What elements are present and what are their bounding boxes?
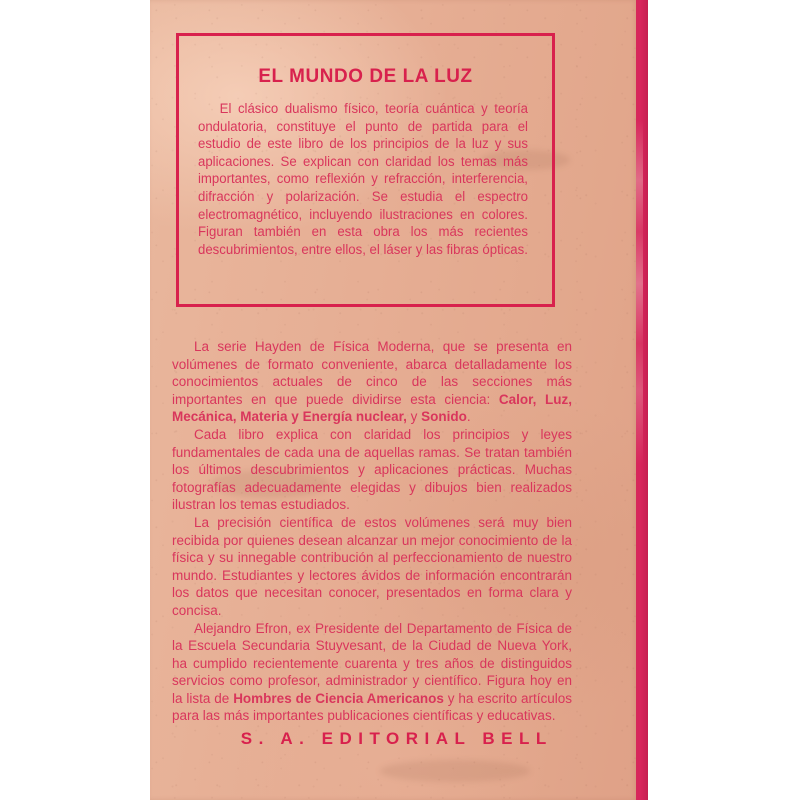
paragraph-1-bold-sonido: Sonido bbox=[421, 409, 467, 425]
paragraph-1-tail: . bbox=[466, 409, 471, 425]
blurb-paragraph: El clásico dualismo físico, teoría cuántica y teoría ondulatoria, constituye el punto de partida para el estudio de este libro de los principios de la luz y sus aplicaciones. Se explican con claridad los temas más importantes, como reflexión y refracción, interferencia, difracción y polarización. Se estudia el espectro electromagnético, incluyendo ilustraciones en colores. Figuran también en esta obra los más recientes descubrimientos, entre ellos, el láser y las fibras ópticas. bbox=[198, 101, 528, 257]
body-paragraph-3: La precisión científica de estos volúmenes será muy bien recibida por quienes desean alcanzar un mejor conocimiento de la física y su innegable contribución al perfeccionamiento de nuestro mundo. Estudiantes y lectores ávidos de información encontrarán los datos que necesitan conocer, presentados en forma clara y concisa. bbox=[172, 514, 572, 618]
body-paragraph-2: Cada libro explica con claridad los principios y leyes fundamentales de cada una de aquellas ramas. Se tratan también los últimos descubrimientos y aplicaciones prácticas. Muchas fotografías adecuadamente elegidas y dibujos bien realizados ilustran los temas estudiados. bbox=[172, 426, 572, 513]
paragraph-1-conjunction: y bbox=[406, 409, 422, 425]
book-cover bbox=[150, 0, 637, 800]
body-paragraph-1 bbox=[172, 338, 572, 426]
book-title: EL MUNDO DE LA LUZ bbox=[258, 65, 473, 87]
paragraph-1-bold-subjects: Calor, Luz, Mecánica, Materia y Energía nuclear, bbox=[172, 391, 572, 425]
publisher-imprint: S. A. EDITORIAL BELL bbox=[240, 729, 553, 748]
back-cover-body-text bbox=[172, 338, 572, 725]
paragraph-4-tail: y ha escrito artículos para las más importantes publicaciones científicas y educativas. bbox=[172, 690, 572, 724]
book-spine-strip bbox=[636, 0, 648, 800]
blurb-frame bbox=[176, 33, 555, 307]
paper-scuff bbox=[380, 760, 530, 782]
paragraph-4-lead: Alejandro Efron, ex Presidente del Departamento de Física de la Escuela Secundaria Stuyvesant, de la Ciudad de Nueva York, ha cumplido recientemente cuarenta y tres años de distinguidos servicios como profesor, administrador y científico. Figura hoy en la lista de bbox=[172, 620, 572, 706]
paragraph-1-lead: La serie Hayden de Física Moderna, que se presenta en volúmenes de formato conveniente, abarca detalladamente los conocimientos actuales de cinco de las secciones más importantes en que puede dividirse esta ciencia: bbox=[172, 339, 572, 407]
paragraph-4-bold-title: Hombres de Ciencia Americanos bbox=[233, 690, 444, 706]
body-paragraph-4 bbox=[172, 620, 572, 726]
